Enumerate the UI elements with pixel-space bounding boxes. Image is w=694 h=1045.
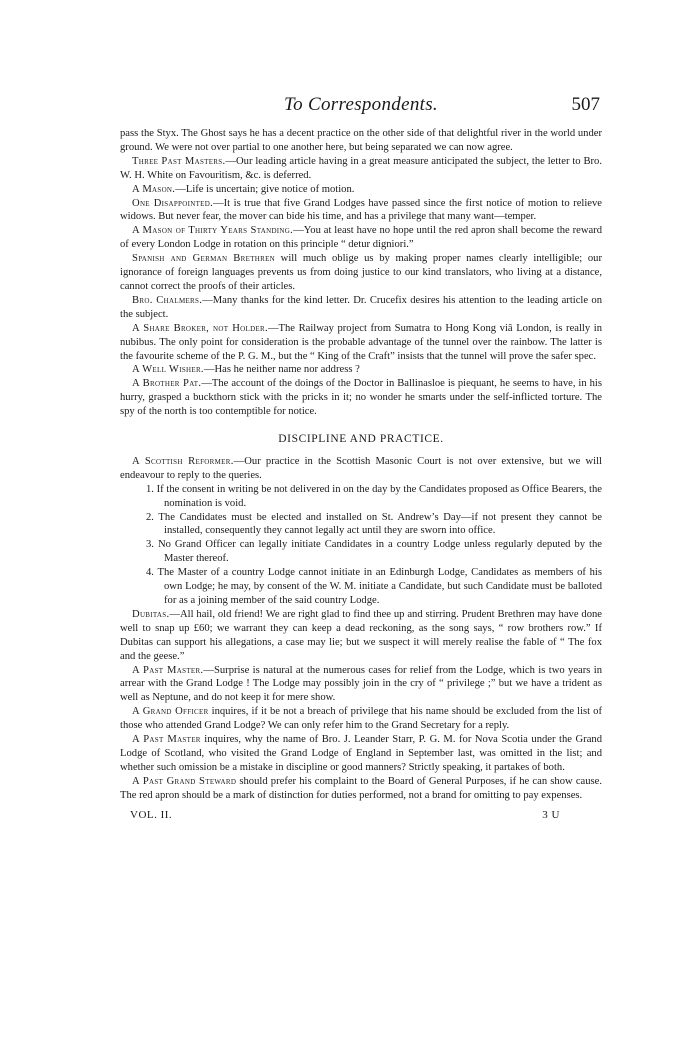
paragraph	[120, 733, 602, 775]
paragraph	[120, 197, 602, 225]
paragraph-text: will much oblige us by making proper names clearly intelligible; our ignorance of foreign languages prevents us from doing justice to our kind translators, who living at a distance, cannot correct the proofs of their articles.	[120, 253, 602, 292]
signature-mark: 3 U	[542, 808, 560, 821]
correspondent-name: A Share Broker, not Holder.	[132, 322, 268, 334]
running-title: To Correspondents.	[284, 94, 438, 115]
running-header	[120, 96, 602, 124]
correspondent-name: A Mason.	[132, 183, 176, 195]
numbered-item: 1. If the consent in writing be not delivered in on the day by the Candidates proposed as Office Bearers, the nomination is void.	[146, 483, 602, 509]
correspondent-name: Three Past Masters.	[132, 155, 226, 167]
paragraph-text: should prefer his complaint to the Board of General Purposes, if he can show cause. The red apron should be a mark of distinction for duties performed, not a brand for omitting to pay expenses.	[120, 775, 602, 801]
numbered-item: 3. No Grand Officer can legally initiate Candidates in a country Lodge unless regularly deputed by the Master thereof.	[146, 539, 602, 565]
numbered-item: 4. The Master of a country Lodge cannot initiate in an Edinburgh Lodge, Candidates as members of his own Lodge; he may, by consent of the W. M. initiate a Candidate, but such Candidate must be balloted for as a joining member of the said country Lodge.	[146, 567, 602, 606]
paragraph-text: —Surprise is natural at the numerous cases for relief from the Lodge, which is two years in arrear with the Grand Lodge ! The Lodge may possibly join in the cry of “ privilege ;” but we have a trident as well as Neptune, and do not keep it for mere show.	[120, 664, 602, 704]
page-footer	[120, 807, 602, 825]
paragraph	[120, 705, 602, 733]
discipline-section	[120, 455, 602, 803]
paragraph-text: inquires, why the name of Bro. J. Leander Starr, P. G. M. for Nova Scotia under the Grand Lodge of Scotland, who visited the Grand Lodge of England in September last, was omitted in the list; and whether such omission be a mistake in discipline or good manners? Strictly speaking, it partakes of both.	[120, 734, 602, 773]
paragraph	[120, 322, 602, 364]
correspondence-section	[120, 127, 602, 419]
paragraph	[120, 294, 602, 322]
paragraph-text: —It is true that five Grand Lodges have passed since the first notice of motion to relieve widows. But never fear, the mover can bide his time, and has a privilege that many want—temper.	[120, 197, 602, 223]
paragraph-text: —Many thanks for the kind letter. Dr. Crucefix desires his attention to the leading article on the subject.	[120, 294, 602, 320]
correspondent-name: A Scottish Reformer.	[132, 455, 234, 467]
correspondent-name: A Well Wisher.	[132, 364, 204, 376]
paragraph-text: —The Railway project from Sumatra to Hong Kong viâ London, is really in nubibus. The only point for consideration is the probable advantage of the tunnel over the rainbow. The latter is the favourite scheme of the P. G. M., but the “ King of the Craft” insists that the tunnel will prove the safer spec.	[120, 322, 602, 362]
volume-label: VOL. II.	[130, 808, 173, 821]
correspondent-name: A Past Grand Steward	[132, 775, 237, 787]
correspondent-name: A Grand Officer	[132, 706, 209, 718]
section-heading: DISCIPLINE AND PRACTICE.	[278, 433, 444, 446]
paragraph-text: —Life is uncertain; give notice of motion.	[175, 183, 355, 195]
paragraph	[120, 377, 602, 419]
paragraph	[120, 183, 602, 197]
correspondent-name: A Brother Pat.	[132, 378, 202, 390]
correspondent-name: Bro. Chalmers.	[132, 294, 203, 306]
paragraph	[120, 664, 602, 706]
paragraph	[120, 224, 602, 252]
paragraph-text: —You at least have no hope until the red apron shall become the reward of every London Lodge in rotation on this principle “ detur digniori.”	[120, 225, 602, 251]
page-number: 507	[571, 94, 600, 115]
paragraph	[120, 363, 602, 377]
correspondent-name: One Disappointed.	[132, 197, 214, 209]
paragraph	[120, 127, 602, 155]
correspondent-name: Spanish and German Brethren	[132, 253, 276, 265]
correspondent-name: A Mason of Thirty Years Standing.	[132, 225, 294, 237]
paragraph	[120, 155, 602, 183]
paragraph	[120, 775, 602, 803]
correspondent-name: Dubitas.	[132, 608, 170, 620]
page	[120, 96, 602, 825]
paragraph	[120, 608, 602, 664]
paragraph-text: —All hail, old friend! We are right glad to find thee up and stirring. Prudent Brethren may have done well to snap up £60; we warrant they can keep a dead reckoning, as the song says, “ row brothers row.” If Dubitas can support his allegations, a case may lie; but we suspect it will merely realise the fable of “ The fox and the geese.”	[120, 608, 602, 662]
paragraph-text: —Has he neither name nor address ?	[203, 364, 360, 376]
paragraph-text: —The account of the doings of the Doctor in Ballinasloe is piequant, he seems to have, in his hurry, grasped a buckthorn stick with the pricks in it; no wonder he smarts under the self-inflicted torture. The spy of the north is too contemptible for notice.	[120, 378, 602, 418]
numbered-item: 2. The Candidates must be elected and installed on St. Andrew’s Day—if not present they cannot be installed, consequently they cannot legally act until they are sworn into office.	[146, 511, 602, 537]
paragraph-text: pass the Styx. The Ghost says he has a decent practice on the other side of that delightful river in the world under ground. We were not over partial to one another here, but being separated we can now agree.	[120, 128, 602, 153]
paragraph	[120, 252, 602, 294]
correspondent-name: A Past Master.	[132, 664, 204, 676]
correspondent-name: A Past Master	[132, 734, 201, 746]
paragraph	[120, 455, 602, 483]
paragraph-text: —Our practice in the Scottish Masonic Court is not over extensive, but we will endeavour to reply to the queries.	[120, 455, 602, 481]
paragraph-text: —Our leading article having in a great measure anticipated the subject, the letter to Bro. W. H. White on Favouritism, &c. is deferred.	[120, 155, 602, 181]
paragraph-text: inquires, if it be not a breach of privilege that his name should be excluded from the list of those who attended Grand Lodge? We can only refer him to the Grand Secretary for a reply.	[120, 706, 602, 732]
